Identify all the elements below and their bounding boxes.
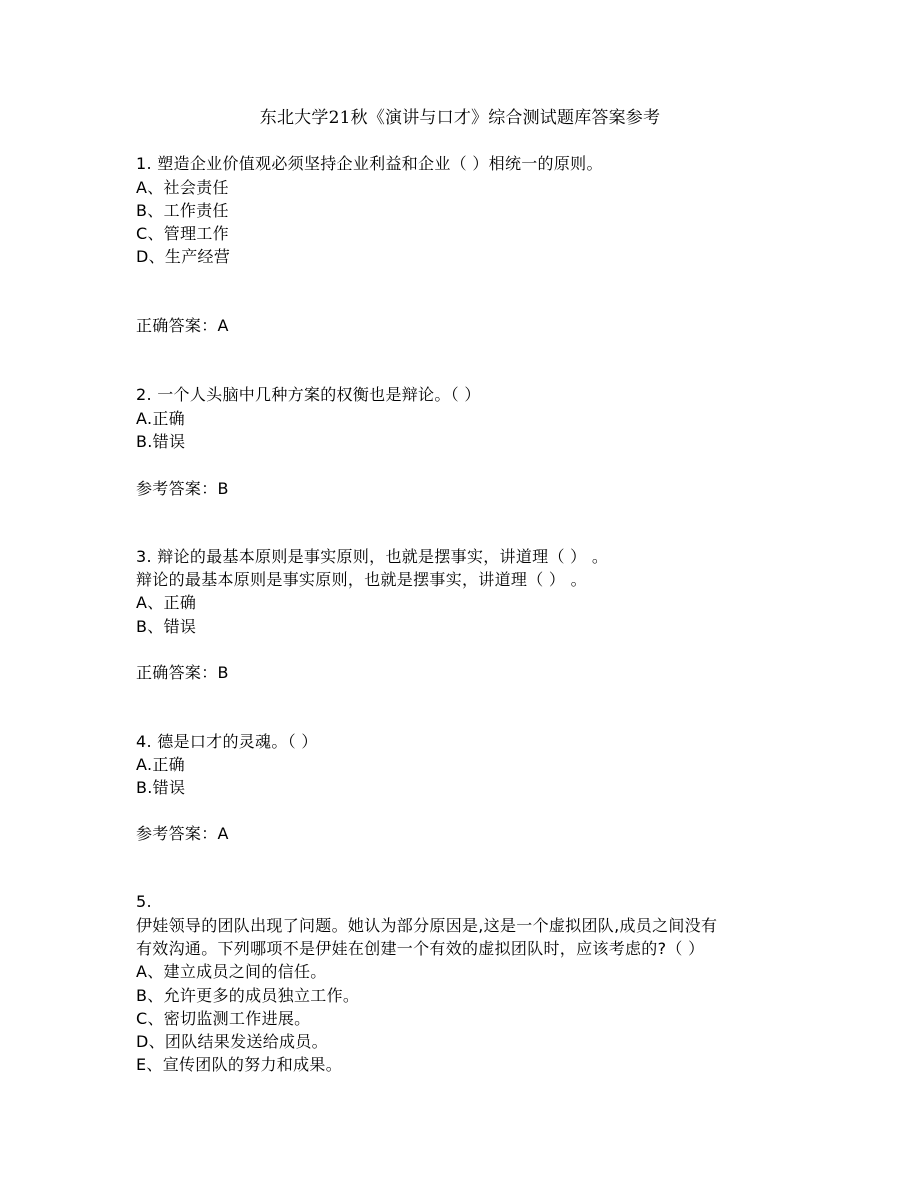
question-2-answer: 参考答案：B [136,479,229,498]
question-1-option-b: B、工作责任 [136,201,229,220]
question-5-number: 5. [136,892,152,911]
question-5-option-a: A、建立成员之间的信任。 [136,962,327,981]
document-title: 东北大学21秋《演讲与口才》综合测试题库答案参考 [259,108,661,128]
question-1-answer: 正确答案：A [136,316,229,335]
question-4-text: 4. 德是口才的灵魂。（ ） [136,732,318,751]
question-4-option-a: A.正确 [136,755,185,774]
question-3-option-a: A、正确 [136,593,197,612]
question-3-text: 3. 辩论的最基本原则是事实原则，也就是摆事实，讲道理（ ） 。 [136,547,609,566]
question-5-text-line-2: 有效沟通。下列哪项不是伊娃在创建一个有效的虚拟团队时，应该考虑的?（ ） [136,939,705,958]
question-2-option-b: B.错误 [136,432,186,451]
question-3-text-repeat: 辩论的最基本原则是事实原则，也就是摆事实，讲道理（ ） 。 [136,570,587,589]
question-1-option-c: C、管理工作 [136,224,229,243]
question-5-option-d: D、团队结果发送给成员。 [136,1032,328,1051]
question-4-answer: 参考答案：A [136,824,229,843]
question-5-option-e: E、宣传团队的努力和成果。 [136,1055,343,1074]
question-3-answer: 正确答案：B [136,663,229,682]
question-3-option-b: B、错误 [136,617,197,636]
question-2-text: 2. 一个人头脑中几种方案的权衡也是辩论。（ ） [136,385,481,404]
question-1-text: 1. 塑造企业价值观必须坚持企业利益和企业（ ）相统一的原则。 [136,154,603,173]
question-5-text-line-1: 伊娃领导的团队出现了问题。她认为部分原因是,这是一个虚拟团队,成员之间没有 [136,916,718,935]
question-5-option-c: C、密切监测工作进展。 [136,1009,311,1028]
question-1-option-d: D、生产经营 [136,247,231,266]
question-1-option-a: A、社会责任 [136,178,229,197]
question-4-option-b: B.错误 [136,778,186,797]
question-5-option-b: B、允许更多的成员独立工作。 [136,986,360,1005]
question-2-option-a: A.正确 [136,409,185,428]
